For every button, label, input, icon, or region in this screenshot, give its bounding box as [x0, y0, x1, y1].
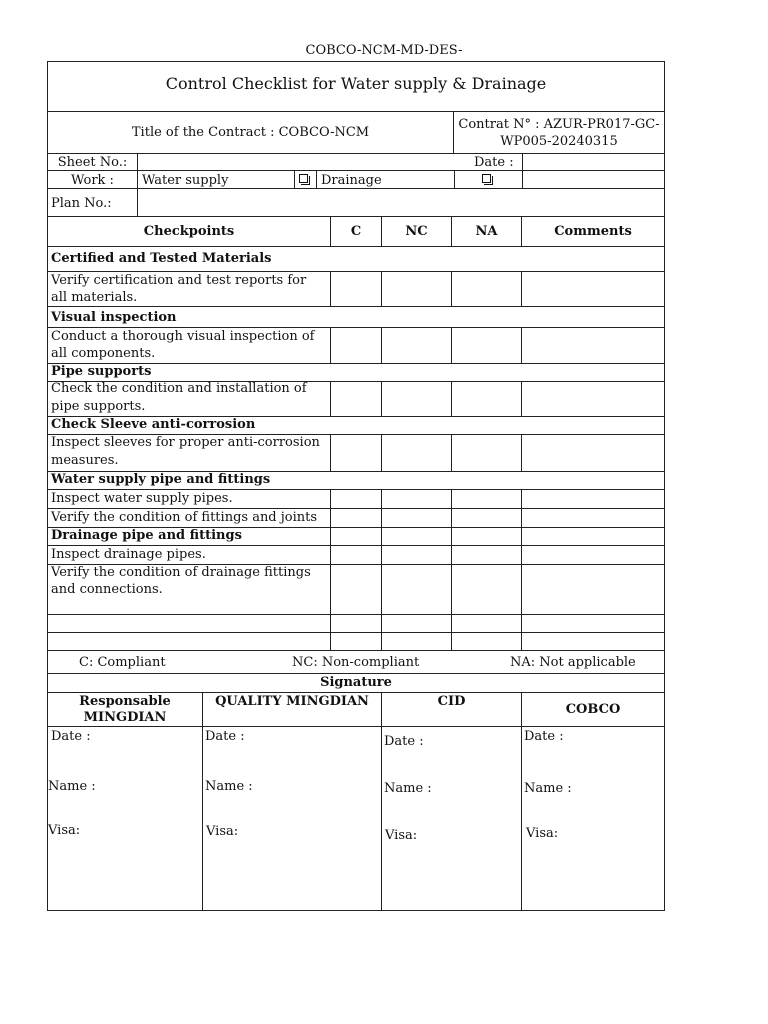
work-option-water-supply: Water supply [142, 173, 229, 188]
date-label: Date : [474, 155, 514, 170]
contract-title: Title of the Contract : COBCO-NCM [131, 125, 370, 140]
document-code: COBCO-NCM-MD-DES- [305, 43, 463, 58]
checkpoint-text: Verify the condition of fittings and joints [51, 510, 318, 525]
sign-name-field: Name : [48, 779, 96, 794]
work-label: Work : [71, 173, 114, 188]
contract-number-line1: Contrat N° : AZUR-PR017-GC- [458, 117, 660, 132]
sign-name-field: Name : [384, 781, 432, 796]
sign-name-field: Name : [205, 779, 253, 794]
sign-visa-field: Visa: [385, 828, 418, 843]
signatory-responsable: Responsable [79, 694, 171, 709]
column-header-checkpoints: Checkpoints [143, 224, 235, 239]
column-header-nc: NC [405, 224, 428, 239]
signatory-cid: CID [437, 694, 466, 709]
checkpoint-text: all components. [51, 346, 156, 361]
sign-name-field: Name : [524, 781, 572, 796]
section-title: Water supply pipe and fittings [51, 472, 271, 487]
signature-table [47, 692, 665, 911]
plan-no-label: Plan No.: [51, 196, 112, 211]
signature-title: Signature [320, 675, 392, 690]
checkpoint-text: pipe supports. [51, 399, 146, 414]
work-option-drainage: Drainage [321, 173, 382, 188]
column-header-comments: Comments [554, 224, 632, 239]
signatory-responsable: MINGDIAN [83, 710, 167, 725]
checkpoint-text: all materials. [51, 290, 138, 305]
column-header-na: NA [475, 224, 498, 239]
legend-box [47, 650, 665, 693]
section-title: Visual inspection [51, 310, 177, 325]
checkpoint-text: Inspect sleeves for proper anti-corrosion [51, 435, 320, 450]
checkpoint-text: Check the condition and installation of [51, 381, 307, 396]
sign-date-field: Date : [51, 729, 91, 744]
document-title: Control Checklist for Water supply & Drainage [165, 74, 547, 93]
section-title: Drainage pipe and fittings [51, 528, 242, 543]
checkpoint-text: Verify the condition of drainage fittings [51, 565, 311, 580]
checkpoint-text: Inspect water supply pipes. [51, 491, 233, 506]
sheet-info-box [47, 153, 665, 217]
sign-visa-field: Visa: [206, 824, 239, 839]
signatory-quality: QUALITY MINGDIAN [215, 694, 369, 709]
sign-date-field: Date : [205, 729, 245, 744]
title-box [47, 61, 665, 112]
checkpoints-table [47, 216, 665, 651]
section-title: Pipe supports [51, 364, 152, 379]
checkpoint-text: and connections. [51, 582, 163, 597]
checkpoint-text: Verify certification and test reports for [51, 273, 307, 288]
checkpoint-text: Conduct a thorough visual inspection of [51, 329, 315, 344]
checkpoint-text: Inspect drainage pipes. [51, 547, 206, 562]
sign-visa-field: Visa: [526, 826, 559, 841]
column-header-c: C [350, 224, 362, 239]
contract-box [47, 111, 665, 154]
legend-non-compliant: NC: Non-compliant [292, 655, 420, 670]
sign-visa-field: Visa: [48, 823, 81, 838]
legend-not-applicable: NA: Not applicable [510, 655, 636, 670]
contract-number-line2: WP005-20240315 [500, 134, 618, 149]
checkbox-drainage[interactable] [482, 174, 491, 183]
sign-date-field: Date : [384, 734, 424, 749]
legend-compliant: C: Compliant [79, 655, 166, 670]
section-title: Check Sleeve anti-corrosion [51, 417, 256, 432]
section-title: Certified and Tested Materials [51, 251, 272, 266]
sheet-no-label: Sheet No.: [57, 155, 128, 170]
sign-date-field: Date : [524, 729, 564, 744]
signatory-cobco: COBCO [565, 702, 621, 717]
checkbox-water-supply[interactable] [299, 174, 308, 183]
checkpoint-text: measures. [51, 453, 119, 468]
